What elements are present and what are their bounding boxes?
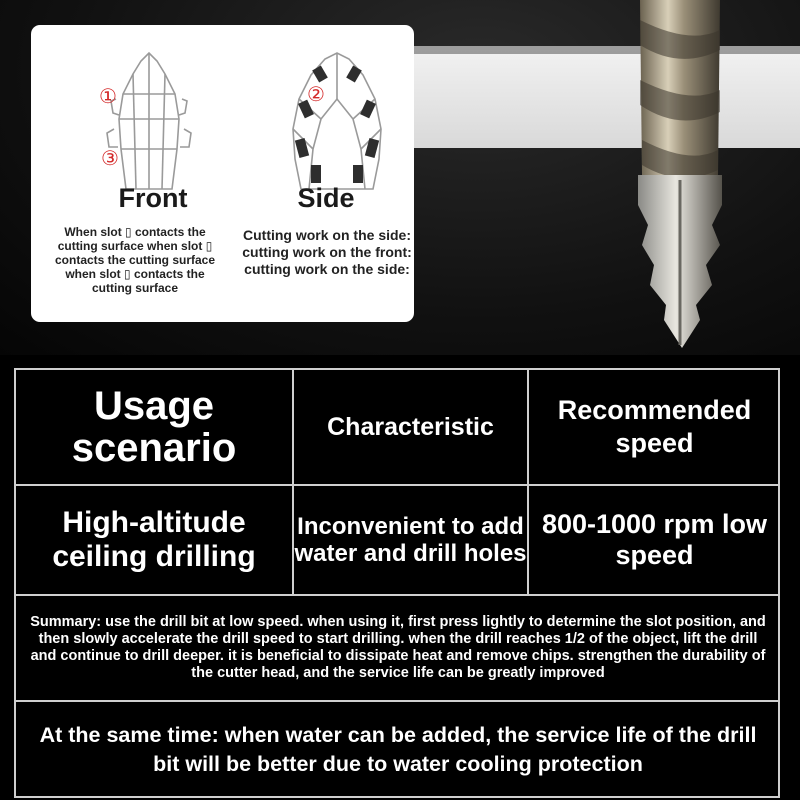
cutting-diagram-card [31,25,414,322]
drill-bit-image [580,0,780,355]
side-view-diagram [251,39,414,199]
water-cooling-note: At the same time: when water can be added, the service life of the drill bit will be better due to water cooling protection [39,723,757,776]
usage-table [14,368,780,798]
marker-1: ① [99,84,117,108]
marker-2: ② [307,82,325,106]
header-usage-scenario: Usage scenario [71,384,237,470]
front-view-title: Front [118,183,188,213]
side-view-description: Cutting work on the side: cutting work on the front: cutting work on the side: [242,227,412,277]
header-recommended-speed: Recommended speed [557,395,752,458]
recommended-speed-value: 800-1000 rpm low speed [541,509,768,570]
usage-summary: Summary: use the drill bit at low speed. when using it, first press lightly to determine the slot position, and then slowly accelerate the drill speed to start drilling. when the drill reaches 1/2 of the object, lift the drill and continue to drill deeper. it is beneficial to dissipate heat and remove chips. strengthen the durability of the cutter head, and the service life can be greatly improved [30,614,766,681]
characteristic-value: Inconvenient to add water and drill holes [294,513,527,567]
marker-3: ③ [101,146,119,170]
front-view-description: When slot ▯ contacts the cutting surface when slot ▯ contacts the cutting surface when slot ▯ contacts the cutting surface [54,225,216,295]
usage-scenario-value: High-altitude ceiling drilling [52,506,256,573]
side-view-title: Side [297,183,355,213]
front-view-diagram [61,39,231,199]
header-characteristic: Characteristic [327,412,494,441]
